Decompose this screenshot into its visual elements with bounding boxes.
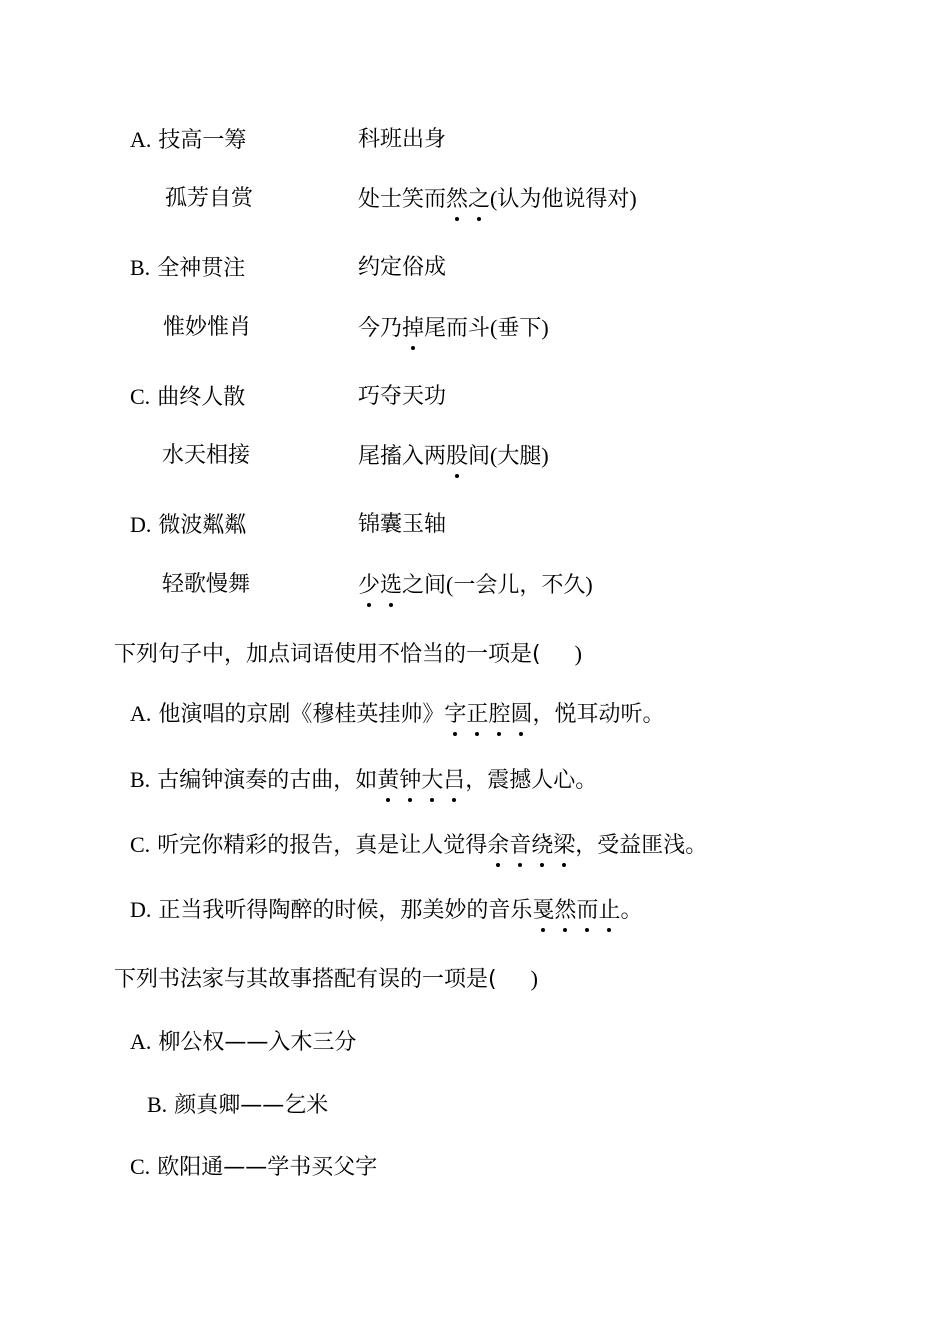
option-letter: C. — [130, 384, 151, 409]
answer-paren-close: ) — [530, 966, 538, 991]
q1-option-d-word4 — [358, 570, 593, 601]
option-letter: C. — [130, 832, 151, 857]
q3-option-c — [130, 1152, 377, 1183]
dotted-char: 选 — [380, 571, 402, 601]
q2-option-b — [130, 765, 597, 796]
dotted-char: 之 — [468, 185, 490, 215]
option-word: 微波粼粼 — [158, 513, 247, 538]
dotted-char: 腔 — [488, 700, 510, 730]
question-text: 下列书法家与其故事搭配有误的一项是( — [114, 967, 497, 992]
text-part: 正当我听得陶醉的时候，那美妙的音乐 — [158, 898, 533, 923]
dotted-char: 黄 — [377, 766, 399, 796]
answer-paren-close: ) — [574, 641, 582, 666]
q2-option-c — [130, 830, 707, 861]
option-letter: C. — [130, 1154, 151, 1179]
q3-option-a — [130, 1027, 356, 1058]
text-part: ，震撼人心。 — [465, 768, 598, 793]
option-word: 全神贯注 — [157, 256, 246, 281]
q1-option-a-word3: 孤芳自赏 — [165, 186, 254, 211]
text-part: ，受益匪浅。 — [575, 833, 708, 858]
dotted-char: 吕 — [443, 766, 465, 796]
option-letter: B. — [130, 255, 151, 280]
q2-stem — [114, 639, 582, 670]
q1-option-d-word2: 锦囊玉轴 — [358, 512, 447, 537]
dotted-char: 字 — [444, 700, 466, 730]
q2-option-d — [130, 895, 642, 926]
text-part: 尾搐入两 — [358, 444, 447, 469]
text-part: (认为他说得对) — [490, 186, 637, 211]
q1-option-b-word2: 约定俗成 — [358, 255, 447, 280]
dotted-char: 绕 — [531, 831, 553, 861]
q1-option-a-word4 — [358, 184, 637, 215]
option-letter: D. — [130, 512, 152, 537]
option-letter: D. — [130, 897, 152, 922]
q3-option-b — [147, 1090, 328, 1121]
q1-option-c-word3: 水天相接 — [162, 443, 251, 468]
q3-stem — [114, 964, 538, 995]
dotted-char: 钟 — [399, 766, 421, 796]
text-part: 尾而斗(垂下) — [424, 315, 549, 340]
text-part: 间(大腿) — [468, 443, 549, 468]
text-part: 他演唱的京剧《穆桂英挂帅》 — [158, 702, 445, 727]
text-part: 听完你精彩的报告，真是让人觉得 — [157, 833, 488, 858]
question-text: 下列句子中，加点词语使用不恰当的一项是( — [114, 642, 541, 667]
dotted-char: 止 — [598, 896, 620, 926]
dotted-char: 戛 — [532, 896, 554, 926]
dotted-char: 音 — [509, 831, 531, 861]
dotted-char: 正 — [466, 700, 488, 730]
text-part: 今乃 — [358, 316, 403, 341]
dotted-char: 少 — [358, 571, 380, 601]
dotted-char: 梁 — [553, 831, 575, 861]
text-part: 之间(一会儿，不久) — [402, 572, 593, 597]
option-word: 曲终人散 — [157, 385, 246, 410]
option-text: 柳公权——入木三分 — [158, 1030, 357, 1055]
q1-option-c-word4 — [358, 441, 549, 472]
q1-option-b-word3: 惟妙惟肖 — [163, 315, 252, 340]
option-text: 欧阳通——学书买父字 — [157, 1155, 378, 1180]
option-letter: A. — [130, 127, 152, 152]
q1-option-b-row1 — [130, 253, 245, 284]
q1-option-b-word4 — [358, 313, 549, 344]
q1-option-d-word3: 轻歌慢舞 — [162, 572, 251, 597]
option-text: 颜真卿——乞米 — [174, 1093, 329, 1118]
dotted-char: 然 — [554, 896, 576, 926]
q1-option-c-row1 — [130, 382, 245, 413]
text-part: ，悦耳动听。 — [532, 702, 665, 727]
q1-option-c-word2: 巧夺天功 — [358, 384, 447, 409]
text-part: 古编钟演奏的古曲，如 — [157, 768, 378, 793]
dotted-char: 掉 — [402, 314, 424, 344]
q1-option-a-row1 — [130, 125, 246, 156]
dotted-char: 而 — [576, 896, 598, 926]
dotted-char: 股 — [446, 442, 468, 472]
text-part: 。 — [620, 898, 643, 923]
option-letter: A. — [130, 701, 152, 726]
option-letter: B. — [130, 767, 151, 792]
option-letter: A. — [130, 1029, 152, 1054]
dotted-char: 然 — [446, 185, 468, 215]
dotted-char: 圆 — [510, 700, 532, 730]
dotted-char: 余 — [487, 831, 509, 861]
text-part: 处士笑而 — [358, 187, 447, 212]
q1-option-a-word2: 科班出身 — [358, 127, 447, 152]
option-word: 技高一筹 — [158, 128, 247, 153]
option-letter: B. — [147, 1092, 168, 1117]
q1-option-d-row1 — [130, 510, 246, 541]
q2-option-a — [130, 699, 664, 730]
dotted-char: 大 — [421, 766, 443, 796]
